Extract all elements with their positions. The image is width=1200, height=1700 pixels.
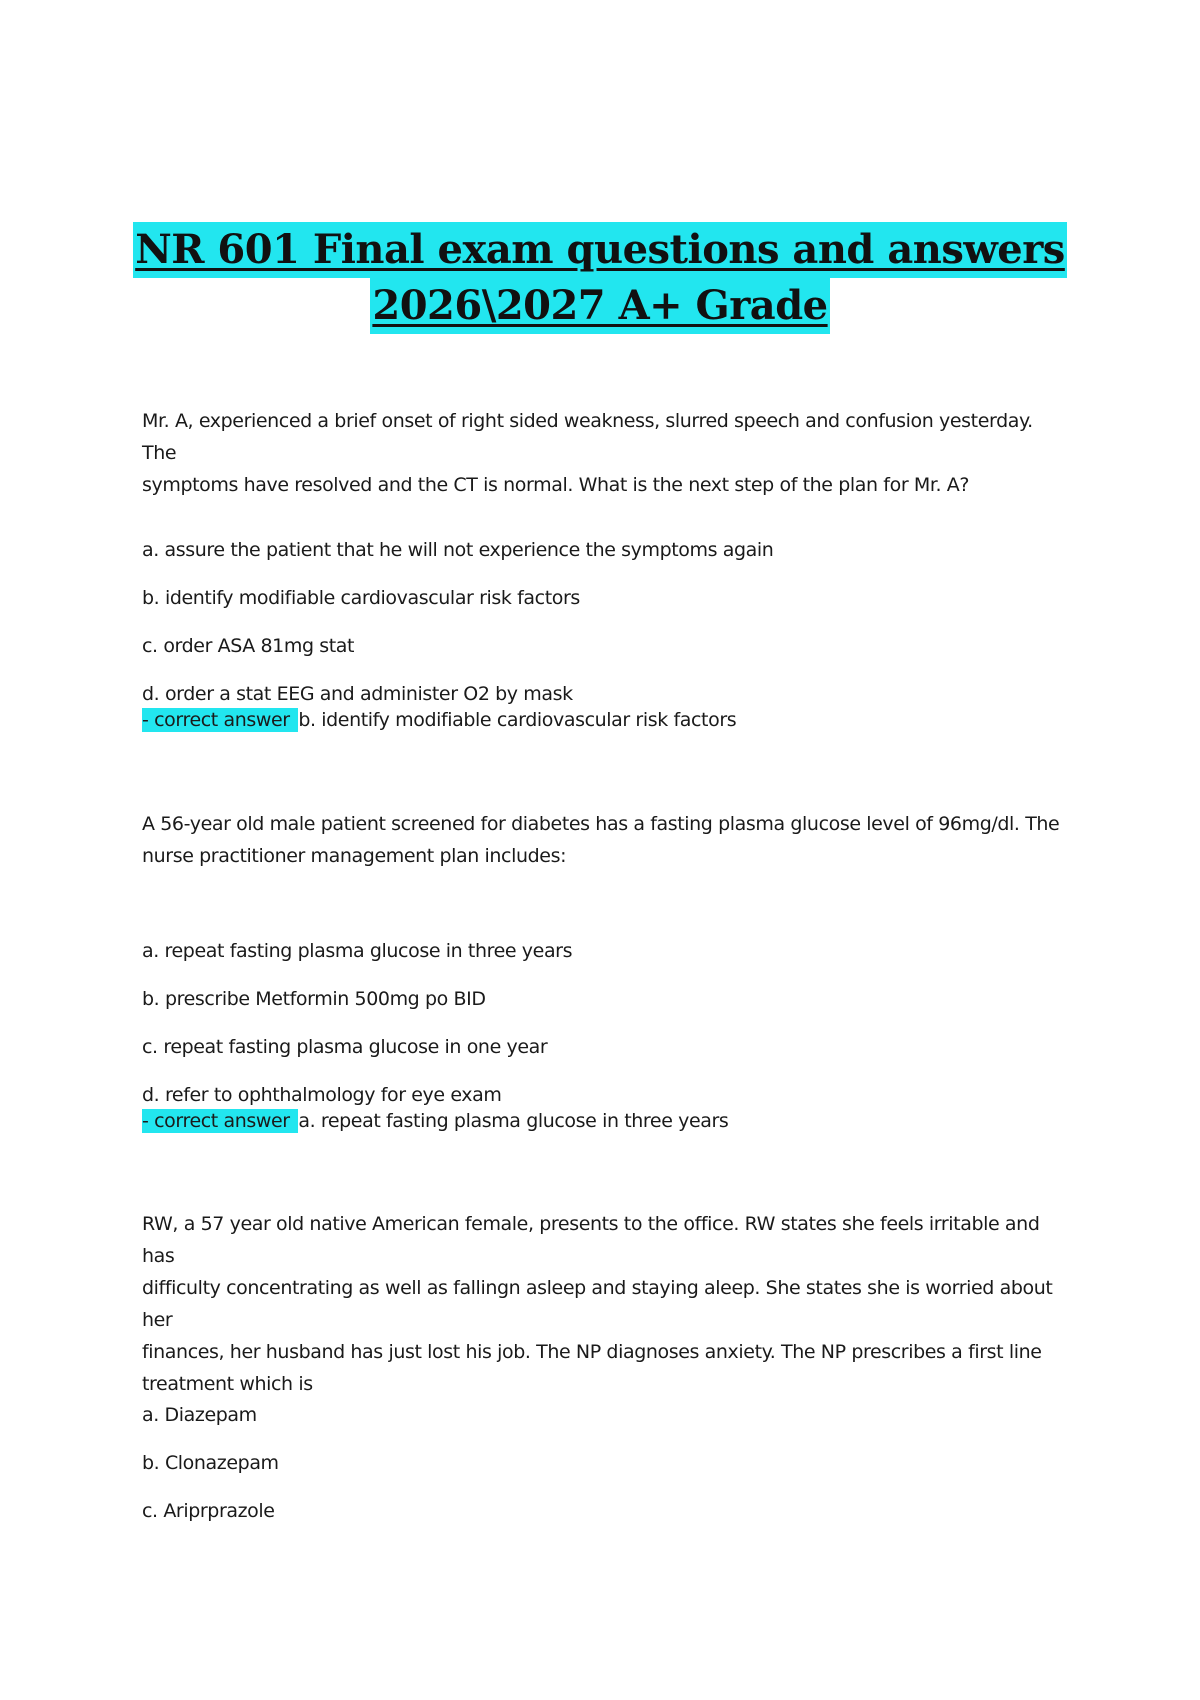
option-b: b. identify modifiable cardiovascular risk factors bbox=[142, 587, 580, 609]
question-1-text bbox=[142, 405, 1072, 501]
question-line: finances, her husband has just lost his job. The NP diagnoses anxiety. The NP prescribes a first line bbox=[142, 1341, 1042, 1363]
option-a: a. Diazepam bbox=[142, 1404, 257, 1426]
question-line: nurse practitioner management plan includes: bbox=[142, 845, 567, 867]
question-line: treatment which is bbox=[142, 1373, 313, 1395]
question-3-text bbox=[142, 1208, 1072, 1400]
option-c: c. order ASA 81mg stat bbox=[142, 635, 355, 657]
option-c: c. Ariprprazole bbox=[142, 1500, 275, 1522]
option-a: a. repeat fasting plasma glucose in three years bbox=[142, 940, 573, 962]
correct-answer-label: - correct answer bbox=[142, 708, 298, 732]
question-line: A 56-year old male patient screened for diabetes has a fasting plasma glucose level of 96mg/dl. The bbox=[142, 813, 1060, 835]
option-c: c. repeat fasting plasma glucose in one year bbox=[142, 1036, 548, 1058]
question-2-text bbox=[142, 808, 1072, 872]
question-line: difficulty concentrating as well as fallingn asleep and staying aleep. She states she is worried about her bbox=[142, 1277, 1053, 1331]
option-a: a. assure the patient that he will not experience the symptoms again bbox=[142, 539, 774, 561]
correct-answer-text: a. repeat fasting plasma glucose in three years bbox=[298, 1110, 729, 1132]
question-line: symptoms have resolved and the CT is normal. What is the next step of the plan for Mr. A? bbox=[142, 474, 970, 496]
title-line-1: NR 601 Final exam questions and answers bbox=[133, 222, 1067, 278]
question-2-options bbox=[142, 938, 1072, 1134]
option-b: b. prescribe Metformin 500mg po BID bbox=[142, 988, 486, 1010]
document-title bbox=[0, 222, 1200, 334]
option-d: d. refer to ophthalmology for eye exam bbox=[142, 1084, 502, 1106]
question-3-options bbox=[142, 1402, 1072, 1524]
correct-answer bbox=[142, 1108, 1072, 1134]
option-d: d. order a stat EEG and administer O2 by mask bbox=[142, 683, 573, 705]
question-line: RW, a 57 year old native American female, presents to the office. RW states she feels irritable and has bbox=[142, 1213, 1040, 1267]
option-b: b. Clonazepam bbox=[142, 1452, 279, 1474]
correct-answer bbox=[142, 707, 1072, 733]
title-line-2: 2026\2027 A+ Grade bbox=[370, 278, 829, 334]
correct-answer-label: - correct answer bbox=[142, 1109, 298, 1133]
question-1-options bbox=[142, 537, 1072, 733]
correct-answer-text: b. identify modifiable cardiovascular risk factors bbox=[298, 709, 737, 731]
question-line: Mr. A, experienced a brief onset of right sided weakness, slurred speech and confusion yesterday. The bbox=[142, 410, 1033, 464]
